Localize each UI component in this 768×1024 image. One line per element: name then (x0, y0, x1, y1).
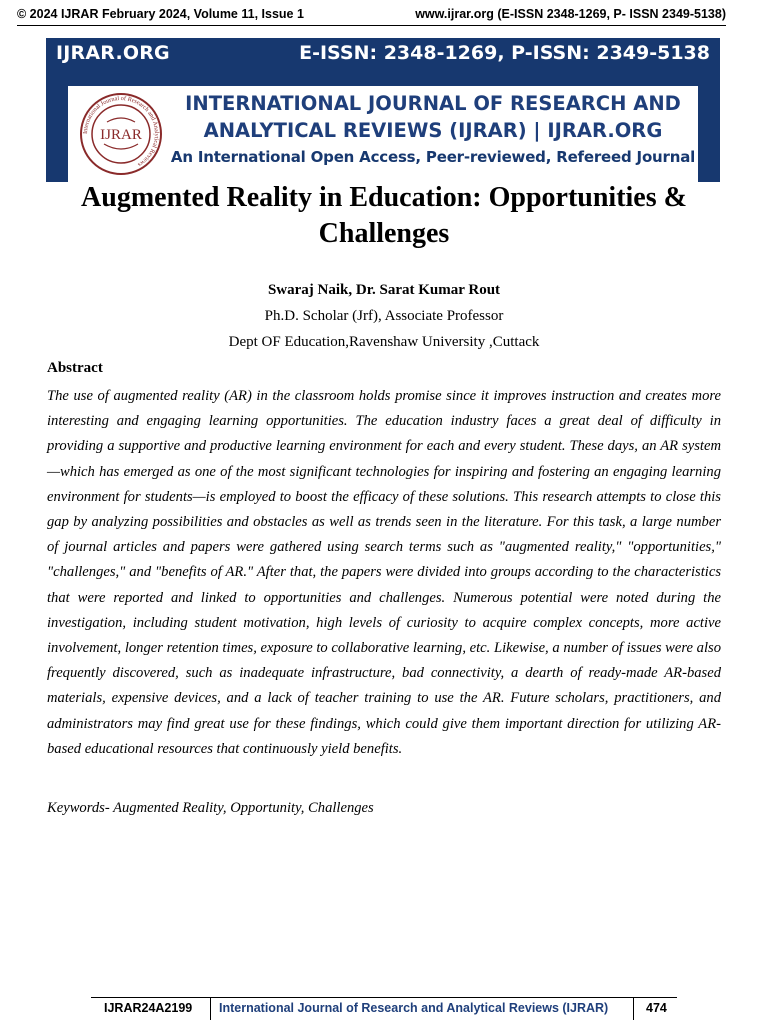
page-footer (91, 997, 677, 1020)
author-institution: Dept OF Education,Ravenshaw University ,Cuttack (228, 334, 540, 350)
logo-text: IJRAR (100, 127, 142, 143)
paper-title (30, 180, 738, 252)
running-header (17, 6, 726, 26)
footer-journal-name: International Journal of Research and Analytical Reviews (IJRAR) (219, 1001, 609, 1015)
ijrar-logo-icon (74, 92, 168, 176)
journal-banner (46, 38, 720, 182)
header-website: www.ijrar.org (E-ISSN 2348-1269, P- ISSN 2349-5138) (415, 7, 726, 21)
footer-divider (633, 998, 634, 1020)
logo-ring-text: International Journal of Research and Analytical Reviews (81, 94, 161, 169)
paper-title-line1: Augmented Reality in Education: Opportunities & (81, 182, 687, 213)
journal-tagline: An International Open Access, Peer-reviewed, Refereed Journal (170, 148, 696, 166)
banner-site-name: IJRAR.ORG (56, 42, 170, 64)
footer-divider (210, 998, 211, 1020)
abstract-body: The use of augmented reality (AR) in the classroom holds promise since it improves instruction and creates more interesting and engaging learning opportunities. The education industry faces a great deal of difficulty in providing a supportive and productive learning environment for each and every student. These days, an AR system—which has emerged as one of the most significant technologies for inspiring and fostering an engaging learning environment for students—is employed to boost the efficacy of these solutions. This research attempts to close this gap by analyzing possibilities and obstacles as well as trends seen in the literature. For this task, a large number of journal articles and papers were gathered using search terms such as "augmented reality," "opportunities," "challenges," and "benefits of AR." After that, the papers were divided into groups according to the characteristics that were reported and linked to opportunities and challenges. Numerous potential were noted during the investigation, including student motivation, high levels of curiosity to acquire complex concepts, more active involvement, longer retention times, exposure to collaborative learning, etc. Likewise, a number of issues were also frequently discovered, such as inadequate infrastructure, bad connectivity, a dearth of ready-made AR-based materials, expensive devices, and a lack of teacher training to use the AR. Future scholars, practitioners, and administrators may find great use for these findings, which could give them important direction for utilizing AR-based educational resources that continuously yield benefits. (47, 388, 721, 757)
footer-page-number: 474 (646, 1001, 667, 1015)
header-citation: © 2024 IJRAR February 2024, Volume 11, Issue 1 (17, 7, 304, 21)
footer-paper-id: IJRAR24A2199 (104, 1001, 193, 1015)
journal-name-line1: INTERNATIONAL JOURNAL OF RESEARCH AND (185, 92, 681, 115)
abstract-heading: Abstract (47, 360, 103, 376)
banner-issn: E-ISSN: 2348-1269, P-ISSN: 2349-5138 (299, 42, 710, 64)
banner-inner-panel (68, 86, 698, 182)
journal-name-line2: ANALYTICAL REVIEWS (IJRAR) | IJRAR.ORG (203, 119, 663, 142)
author-positions: Ph.D. Scholar (Jrf), Associate Professor (264, 308, 504, 324)
paper-authors: Swaraj Naik, Dr. Sarat Kumar Rout (267, 282, 501, 298)
keywords: Keywords- Augmented Reality, Opportunity, Challenges (47, 800, 374, 816)
paper-title-line2: Challenges (318, 218, 450, 249)
